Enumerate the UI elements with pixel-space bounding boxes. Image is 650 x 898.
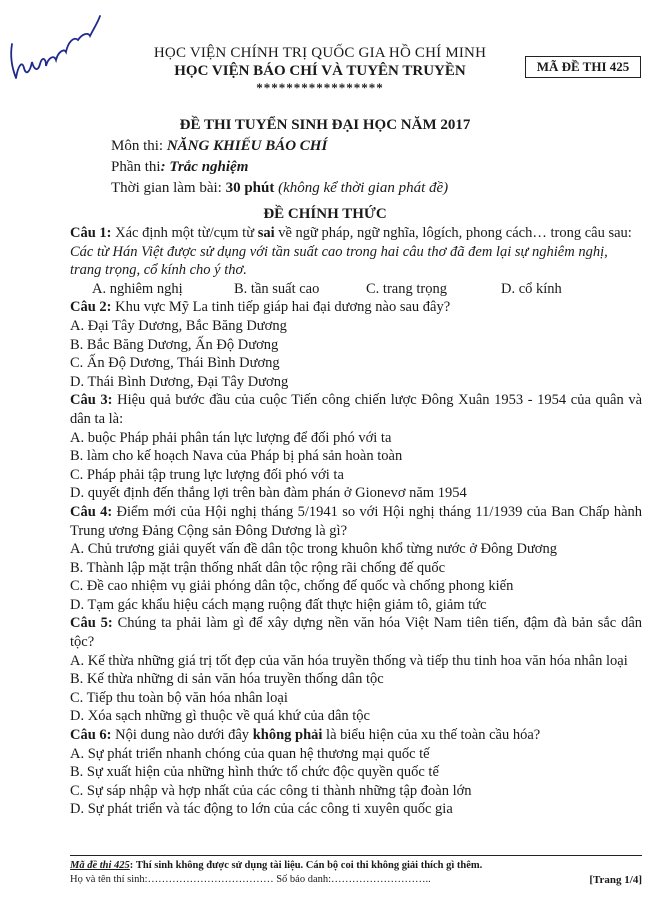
question-text: Khu vực Mỹ La tinh tiếp giáp hai đại dương nào sau đây? [115, 299, 451, 316]
question-text: Nội dung nào dưới đây [115, 727, 250, 744]
option-c: C. Đề cao nhiệm vụ giải phóng dân tộc, chống đế quốc và chống phong kiến [70, 578, 514, 595]
subject-value: NĂNG KHIẾU BÁO CHÍ [166, 138, 328, 154]
footer-colon: : [129, 860, 134, 871]
handwritten-signature [4, 6, 104, 86]
exam-meta [111, 136, 448, 199]
question-text-end: là biểu hiện của xu thế toàn cầu hóa? [326, 727, 541, 744]
question-text: Hiệu quả bước đầu của cuộc Tiến công chiến lược Đông Xuân 1953 - 1954 của quân và dân ta là: [70, 392, 643, 427]
exam-title: ĐỀ THI TUYỂN SINH ĐẠI HỌC NĂM 2017 [179, 117, 471, 133]
option-a: A. buộc Pháp phải phân tán lực lượng để đối phó với ta [70, 429, 392, 446]
candidate-name-field: Họ và tên thí sinh:……………………………… Số báo danh:……………………….. [70, 874, 431, 885]
institution-line-2: HỌC VIỆN BÁO CHÍ VÀ TUYÊN TRUYỀN [174, 63, 466, 79]
question-1-options [70, 280, 642, 299]
question-text: Chúng ta phải làm gì để xây dựng nền văn hóa Việt Nam tiên tiến, đậm đà bản sắc dân tộc? [70, 615, 643, 651]
question-number: Câu 1: [70, 225, 112, 241]
question-4 [70, 503, 642, 540]
question-5 [70, 614, 642, 651]
question-number: Câu 3: [70, 392, 113, 409]
question-keyword: không phải [252, 727, 323, 744]
option-c: C. Sự sáp nhập và hợp nhất của các công ti thành những tập đoàn lớn [70, 782, 472, 799]
header-stars: ***************** [256, 80, 384, 95]
part-label: Phần thi [111, 159, 161, 175]
option-c: C. Pháp phải tập trung lực lượng đối phó với ta [70, 466, 344, 483]
subject-label: Môn thi: [111, 138, 164, 154]
option-a: A. Kế thừa những giá trị tốt đẹp của văn hóa truyền thống và tiếp thu tinh hoa văn hóa nhân loại [70, 652, 628, 669]
option-b: B. Thành lập mặt trận thống nhất dân tộc rộng rãi chống đế quốc [70, 559, 446, 576]
question-number: Câu 2: [70, 299, 112, 316]
page-footer [70, 855, 642, 887]
footer-note-line [70, 859, 642, 873]
question-keyword: sai [257, 225, 275, 241]
page-number: [Trang 1/4] [589, 874, 642, 886]
option-a: A. Chủ trương giải quyết vấn đề dân tộc trong khuôn khổ từng nước ở Đông Dương [70, 541, 557, 558]
question-2 [70, 298, 642, 317]
question-1-quote: Các từ Hán Việt được sử dụng với tần suất cao trong hai câu thơ đã đem lại sự nghiêm nghị, trang trọng, cổ kính cho ý thơ. [70, 243, 608, 279]
option-c: C. Tiếp thu toàn bộ văn hóa nhân loại [70, 689, 288, 706]
option-b: B. Sự xuất hiện của những hình thức tổ chức độc quyền quốc tế [70, 764, 439, 781]
question-3 [70, 391, 642, 428]
footer-instructions: Thí sinh không được sử dụng tài liệu. Cán bộ coi thi không giải thích gì thêm. [135, 860, 483, 871]
question-text: Xác định một từ/cụm từ [115, 225, 255, 241]
footer-exam-code: Mã đề thi 425 [70, 860, 130, 871]
option-a: A. nghiêm nghị [92, 280, 183, 297]
subject-line [111, 136, 448, 157]
option-b: B. làm cho kế hoạch Nava của Pháp bị phá sản hoàn toàn [70, 448, 403, 465]
question-number: Câu 6: [70, 727, 112, 744]
exam-code-box: MÃ ĐỀ THI 425 [525, 56, 641, 78]
question-6 [70, 726, 642, 745]
option-a: A. Sự phát triển nhanh chóng của quan hệ thương mại quốc tế [70, 745, 430, 762]
official-title: ĐỀ CHÍNH THỨC [263, 206, 387, 222]
time-label: Thời gian làm bài: [111, 180, 222, 196]
question-1 [70, 224, 642, 243]
question-number: Câu 4: [70, 503, 113, 520]
option-d: D. Xóa sạch những gì thuộc về quá khứ của dân tộc [70, 708, 370, 725]
option-d: D. cổ kính [501, 280, 562, 297]
option-d: D. Tạm gác khẩu hiệu cách mạng ruộng đất thực hiện giảm tô, giảm tức [70, 596, 487, 613]
option-a: A. Đại Tây Dương, Bắc Băng Dương [70, 317, 287, 334]
footer-candidate-line [70, 873, 642, 887]
option-d: D. quyết định đến thắng lợi trên bàn đàm phán ở Gionevơ năm 1954 [70, 485, 467, 502]
part-value: : Trắc nghiệm [160, 159, 249, 175]
option-d: D. Thái Bình Dương, Đại Tây Dương [70, 373, 289, 390]
option-d: D. Sự phát triển và tác động to lớn của các công ti xuyên quốc gia [70, 801, 453, 818]
time-value: 30 phút [225, 180, 275, 196]
option-c: C. trang trọng [366, 280, 447, 297]
option-b: B. Bắc Băng Dương, Ấn Độ Dương [70, 336, 279, 353]
institution-line-1: HỌC VIỆN CHÍNH TRỊ QUỐC GIA HỒ CHÍ MINH [153, 45, 487, 61]
time-note: (không kể thời gian phát đề) [278, 180, 449, 196]
institution-header [140, 44, 500, 95]
option-b: B. Kế thừa những di sản văn hóa truyền thống dân tộc [70, 671, 384, 688]
question-number: Câu 5: [70, 615, 113, 632]
part-line [111, 157, 448, 178]
time-line [111, 178, 448, 199]
option-c: C. Ấn Độ Dương, Thái Bình Dương [70, 355, 280, 372]
questions [70, 224, 642, 819]
option-b: B. tần suất cao [234, 280, 320, 297]
question-text: Điểm mới của Hội nghị tháng 5/1941 so với Hội nghị tháng 11/1939 của Ban Chấp hành Trung ương Đảng Cộng sản Đông Dương là gì? [70, 503, 643, 539]
question-text-end: về ngữ pháp, ngữ nghĩa, lôgích, phong cách… trong câu sau: [278, 225, 632, 241]
